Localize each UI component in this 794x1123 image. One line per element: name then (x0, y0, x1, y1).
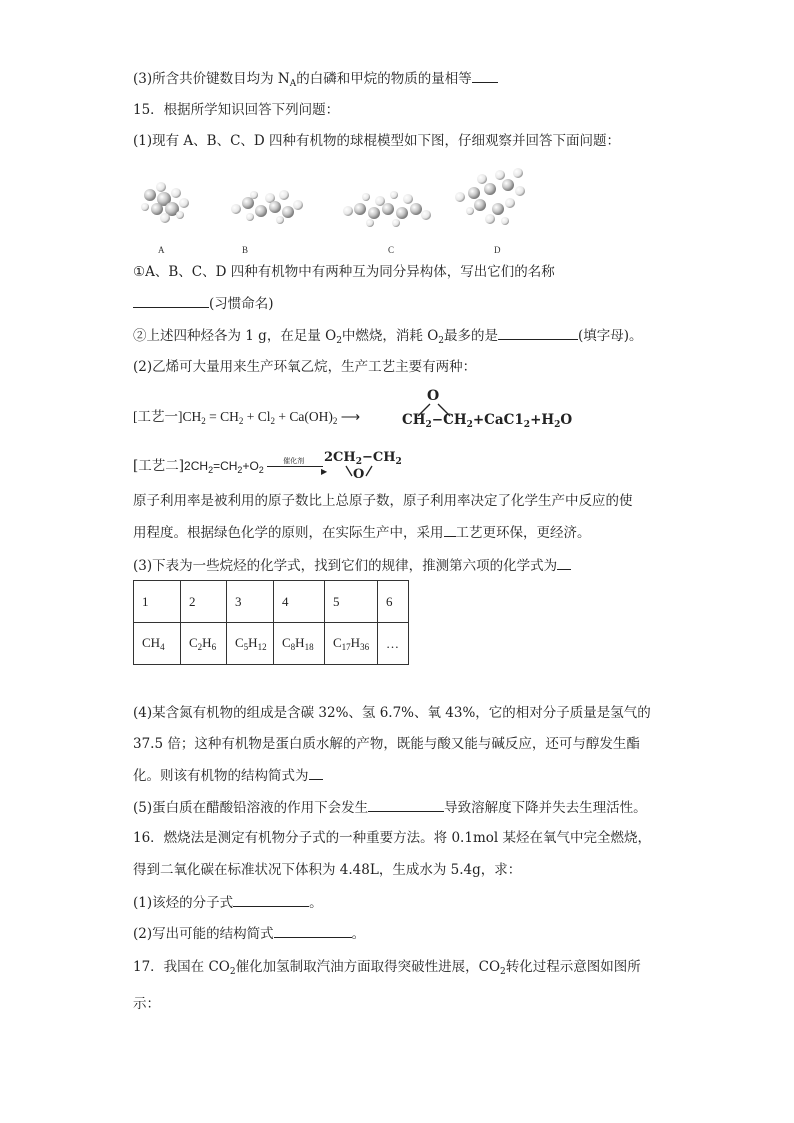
model-label-d: D (494, 245, 501, 255)
ball-stick-models-figure (130, 165, 550, 260)
molecule-models-svg (130, 165, 550, 260)
model-a (141, 182, 189, 223)
answer-blank[interactable] (472, 68, 498, 83)
q15-sub1: ①A、B、C、D 四种有机物中有两种互为同分异构体，写出它们的名称 (133, 264, 555, 280)
q16-title: 16．燃烧法是测定有机物分子式的一种重要方法。将 0.1mol 某烃在氧气中完全燃烧， (133, 830, 651, 846)
answer-blank[interactable] (444, 522, 456, 537)
q15-sub1-answer: (习惯命名) (133, 293, 274, 314)
answer-blank[interactable] (233, 892, 309, 907)
model-label-c: C (388, 245, 395, 255)
model-label-a: A (158, 245, 165, 255)
process-2-product: $2CH_2-CH_2$ O (324, 450, 402, 482)
q16-body: 得到二氧化碳在标准状况下体积为 4.48L，生成水为 5.4g，求： (133, 862, 522, 878)
q17-title: 17．我国在 $CO_2$催化加氢制取汽油方面取得突破性进展，$CO_2$转化过程示意图如图所 (133, 959, 641, 977)
q14-part3: (3)所含共价键数目均为 $N_A$的白磷和甲烷的物质的量相等 (133, 68, 498, 94)
model-d (455, 168, 525, 225)
reaction-arrow: ⟶ (337, 409, 361, 424)
table-row: $CH_4$ $C_2H_6$ $C_5H_{12}$ $C_8H_{18}$ $C_{17}H_{36}$ … (134, 623, 409, 665)
model-c (343, 191, 431, 227)
q15-part5: (5)蛋白质在醋酸铅溶液的作用下会发生 导致溶解度下降并失去生理活性。 (133, 797, 647, 818)
answer-blank[interactable] (557, 555, 571, 570)
answer-blank[interactable] (133, 293, 209, 308)
answer-blank[interactable] (274, 923, 352, 938)
process-1-equation: [工艺一]$CH_2 = CH_2 + Cl_2 + Ca(OH)_2$ ⟶ (133, 409, 361, 426)
q15-part4-b: 37.5 倍；这种有机物是蛋白质水解的产物，既能与酸又能与碱反应，还可与醇发生酯 (133, 736, 640, 752)
q15-atom-economy-2: 用程度。根据绿色化学的原则，在实际生产中，采用 工艺更环保，更经济。 (133, 522, 591, 543)
process-2-equation: [工艺二]$2CH_2=CH_2+O_2$ 催化剂 ▶ (133, 457, 328, 476)
q15-part4-c: 化。则该有机物的结构简式为 (133, 765, 323, 786)
catalyst-arrow: 催化剂 ▶ (267, 460, 327, 474)
q15-sub2: ②上述四种烃各为 1 g，在足量 $O_2$中燃烧，消耗 $O_2$最多的是 (填字母)。 (133, 325, 643, 351)
q16-sub2: (2)写出可能的结构简式 。 (133, 923, 365, 944)
model-label-b: B (242, 245, 249, 255)
q15-atom-economy-1: 原子利用率是被利用的原子数比上总原子数，原子利用率决定了化学生产中反应的使 (133, 493, 633, 509)
q15-part2: (2)乙烯可大量用来生产环氧乙烷，生产工艺主要有两种： (133, 359, 477, 375)
q15-title: 15．根据所学知识回答下列问题： (133, 102, 340, 118)
answer-blank[interactable] (498, 325, 578, 340)
table-row: 1 2 3 4 5 6 (134, 581, 409, 623)
process-1-product: O $CH_2-CH_2+CaC1_2+H_2O$ (402, 388, 573, 430)
q15-part4-a: (4)某含氮有机物的组成是含碳 32%、氢 6.7%、氧 43%，它的相对分子质量是氢气的 (133, 705, 651, 721)
answer-blank[interactable] (309, 765, 323, 780)
q16-sub1: (1)该烃的分子式 。 (133, 892, 323, 913)
q15-part3: (3)下表为一些烷烃的化学式，找到它们的规律，推测第六项的化学式为 (133, 555, 571, 576)
model-b (231, 190, 303, 224)
q17-continuation: 示： (133, 996, 160, 1012)
answer-blank[interactable] (368, 797, 444, 812)
alkane-series-table (133, 580, 409, 665)
q15-part1: (1)现有 A、B、C、D 四种有机物的球棍模型如下图，仔细观察并回答下面问题： (133, 133, 621, 149)
